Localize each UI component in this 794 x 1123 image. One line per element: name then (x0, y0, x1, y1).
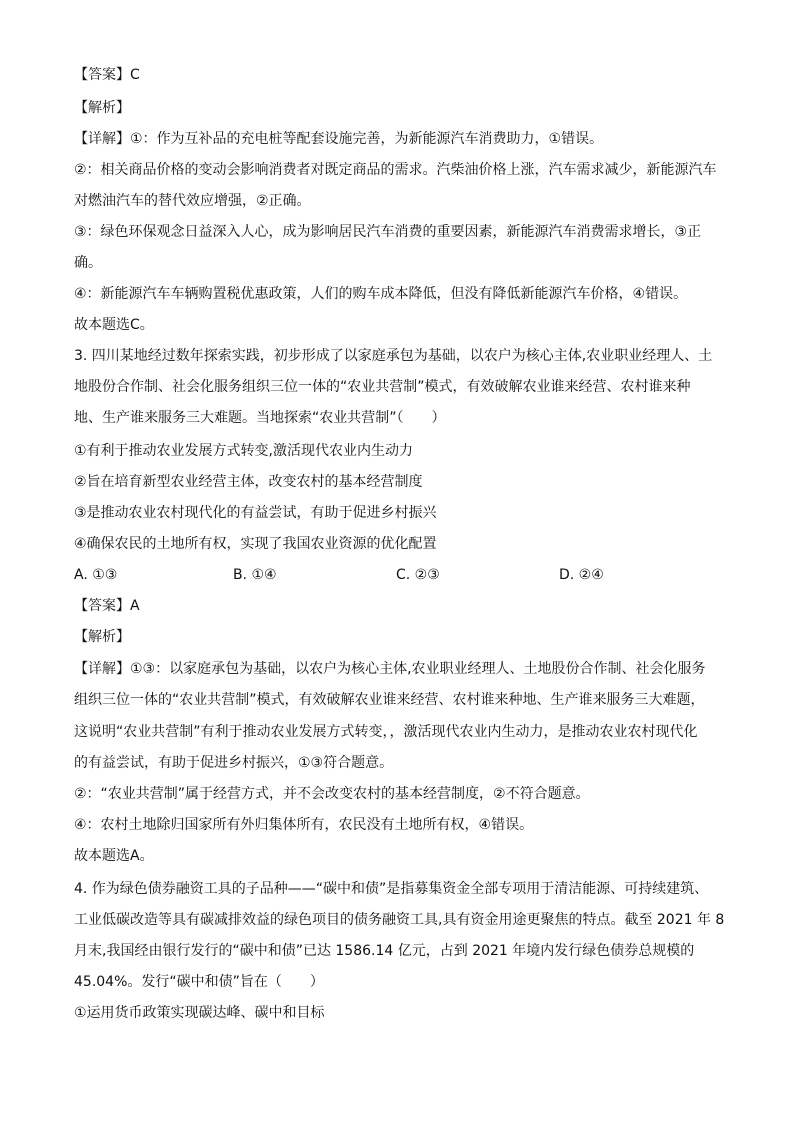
q3-statement: ④确保农民的土地所有权，实现了我国农业资源的优化配置 (74, 536, 437, 552)
q3-statement: ②旨在培育新型农业经营主体，改变农村的基本经营制度 (74, 474, 423, 490)
q3-option-c: C. ②③ (396, 567, 440, 583)
q2-analysis-heading: 【解析】 (74, 100, 130, 116)
q2-detail-line: ②：相关商品价格的变动会影响消费者对既定商品的需求。汽柴油价格上涨，汽车需求减少，新能源汽车 (74, 162, 717, 178)
q3-detail-line: 的有益尝试，有助于促进乡村振兴，①③符合题意。 (74, 755, 394, 771)
q3-detail-line: 【详解】①③：以家庭承包为基础，以农户为核心主体,农业职业经理人、土地股份合作制、社会化服务 (74, 661, 706, 677)
q3-answer: 【答案】A (74, 598, 140, 614)
q3-detail-line: ④：农村土地除归国家所有外归集体所有，农民没有土地所有权，④错误。 (74, 817, 534, 833)
q3-statement: ①有利于推动农业发展方式转变,激活现代农业内生动力 (74, 443, 413, 459)
q3-stem-line: 地股份合作制、社会化服务组织三位一体的“农业共营制”模式，有效破解农业谁来经营、农村谁来种 (74, 379, 691, 395)
q3-options (74, 565, 724, 585)
q3-option-a: A. ①③ (74, 567, 118, 583)
q3-stem-line: 3. 四川某地经过数年探索实践，初步形成了以家庭承包为基础，以农户为核心主体,农业职业经理人、土 (74, 348, 713, 364)
q3-statement: ③是推动农业农村现代化的有益尝试，有助于促进乡村振兴 (74, 505, 437, 521)
q4-stem-line: 工业低碳改造等具有碳减排效益的绿色项目的债务融资工具,具有资金用途更聚焦的特点。截至 2021 年 8 (74, 912, 724, 928)
q3-stem-line: 地、生产谁来服务三大难题。当地探索“农业共营制”（ ） (74, 410, 446, 426)
q3-conclusion: 故本题选A。 (74, 848, 154, 864)
q2-detail-line: 对燃油汽车的替代效应增强，②正确。 (74, 193, 311, 209)
q2-detail-line: 【详解】①：作为互补品的充电桩等配套设施完善，为新能源汽车消费助力，①错误。 (74, 131, 604, 147)
q4-statement: ①运用货币政策实现碳达峰、碳中和目标 (74, 1005, 325, 1021)
q2-detail-line: 确。 (74, 255, 102, 271)
q3-detail-line: ②：“农业共营制”属于经营方式，并不会改变农村的基本经营制度，②不符合题意。 (74, 786, 590, 802)
q3-detail-line: 组织三位一体的“农业共营制”模式，有效破解农业谁来经营、农村谁来种地、生产谁来服务三大难题， (74, 692, 705, 708)
q2-conclusion: 故本题选C。 (74, 317, 154, 333)
q2-detail-line: ④：新能源汽车车辆购置税优惠政策，人们的购车成本降低，但没有降低新能源汽车价格，④错误。 (74, 286, 688, 302)
q2-answer: 【答案】C (74, 67, 140, 83)
q3-detail-line: 这说明“农业共营制”有利于推动农业发展方式转变，，激活现代农业内生动力，是推动农业农村现代化 (74, 724, 698, 740)
q2-detail-line: ③：绿色环保观念日益深入人心，成为影响居民汽车消费的重要因素，新能源汽车消费需求增长，③正 (74, 224, 702, 240)
q4-stem-line: 4. 作为绿色债券融资工具的子品种——“碳中和债”是指募集资金全部专项用于清洁能源、可持续建筑、 (74, 881, 709, 897)
q3-option-d: D. ②④ (559, 567, 604, 583)
q3-analysis-heading: 【解析】 (74, 629, 130, 645)
q3-option-b: B. ①④ (233, 567, 277, 583)
q4-stem-line: 月末,我国经由银行发行的“碳中和债”已达 1586.14 亿元，占到 2021 年境内发行绿色债券总规模的 (74, 943, 695, 959)
q4-stem-line: 45.04%。发行“碳中和债”旨在（ ） (74, 974, 324, 990)
